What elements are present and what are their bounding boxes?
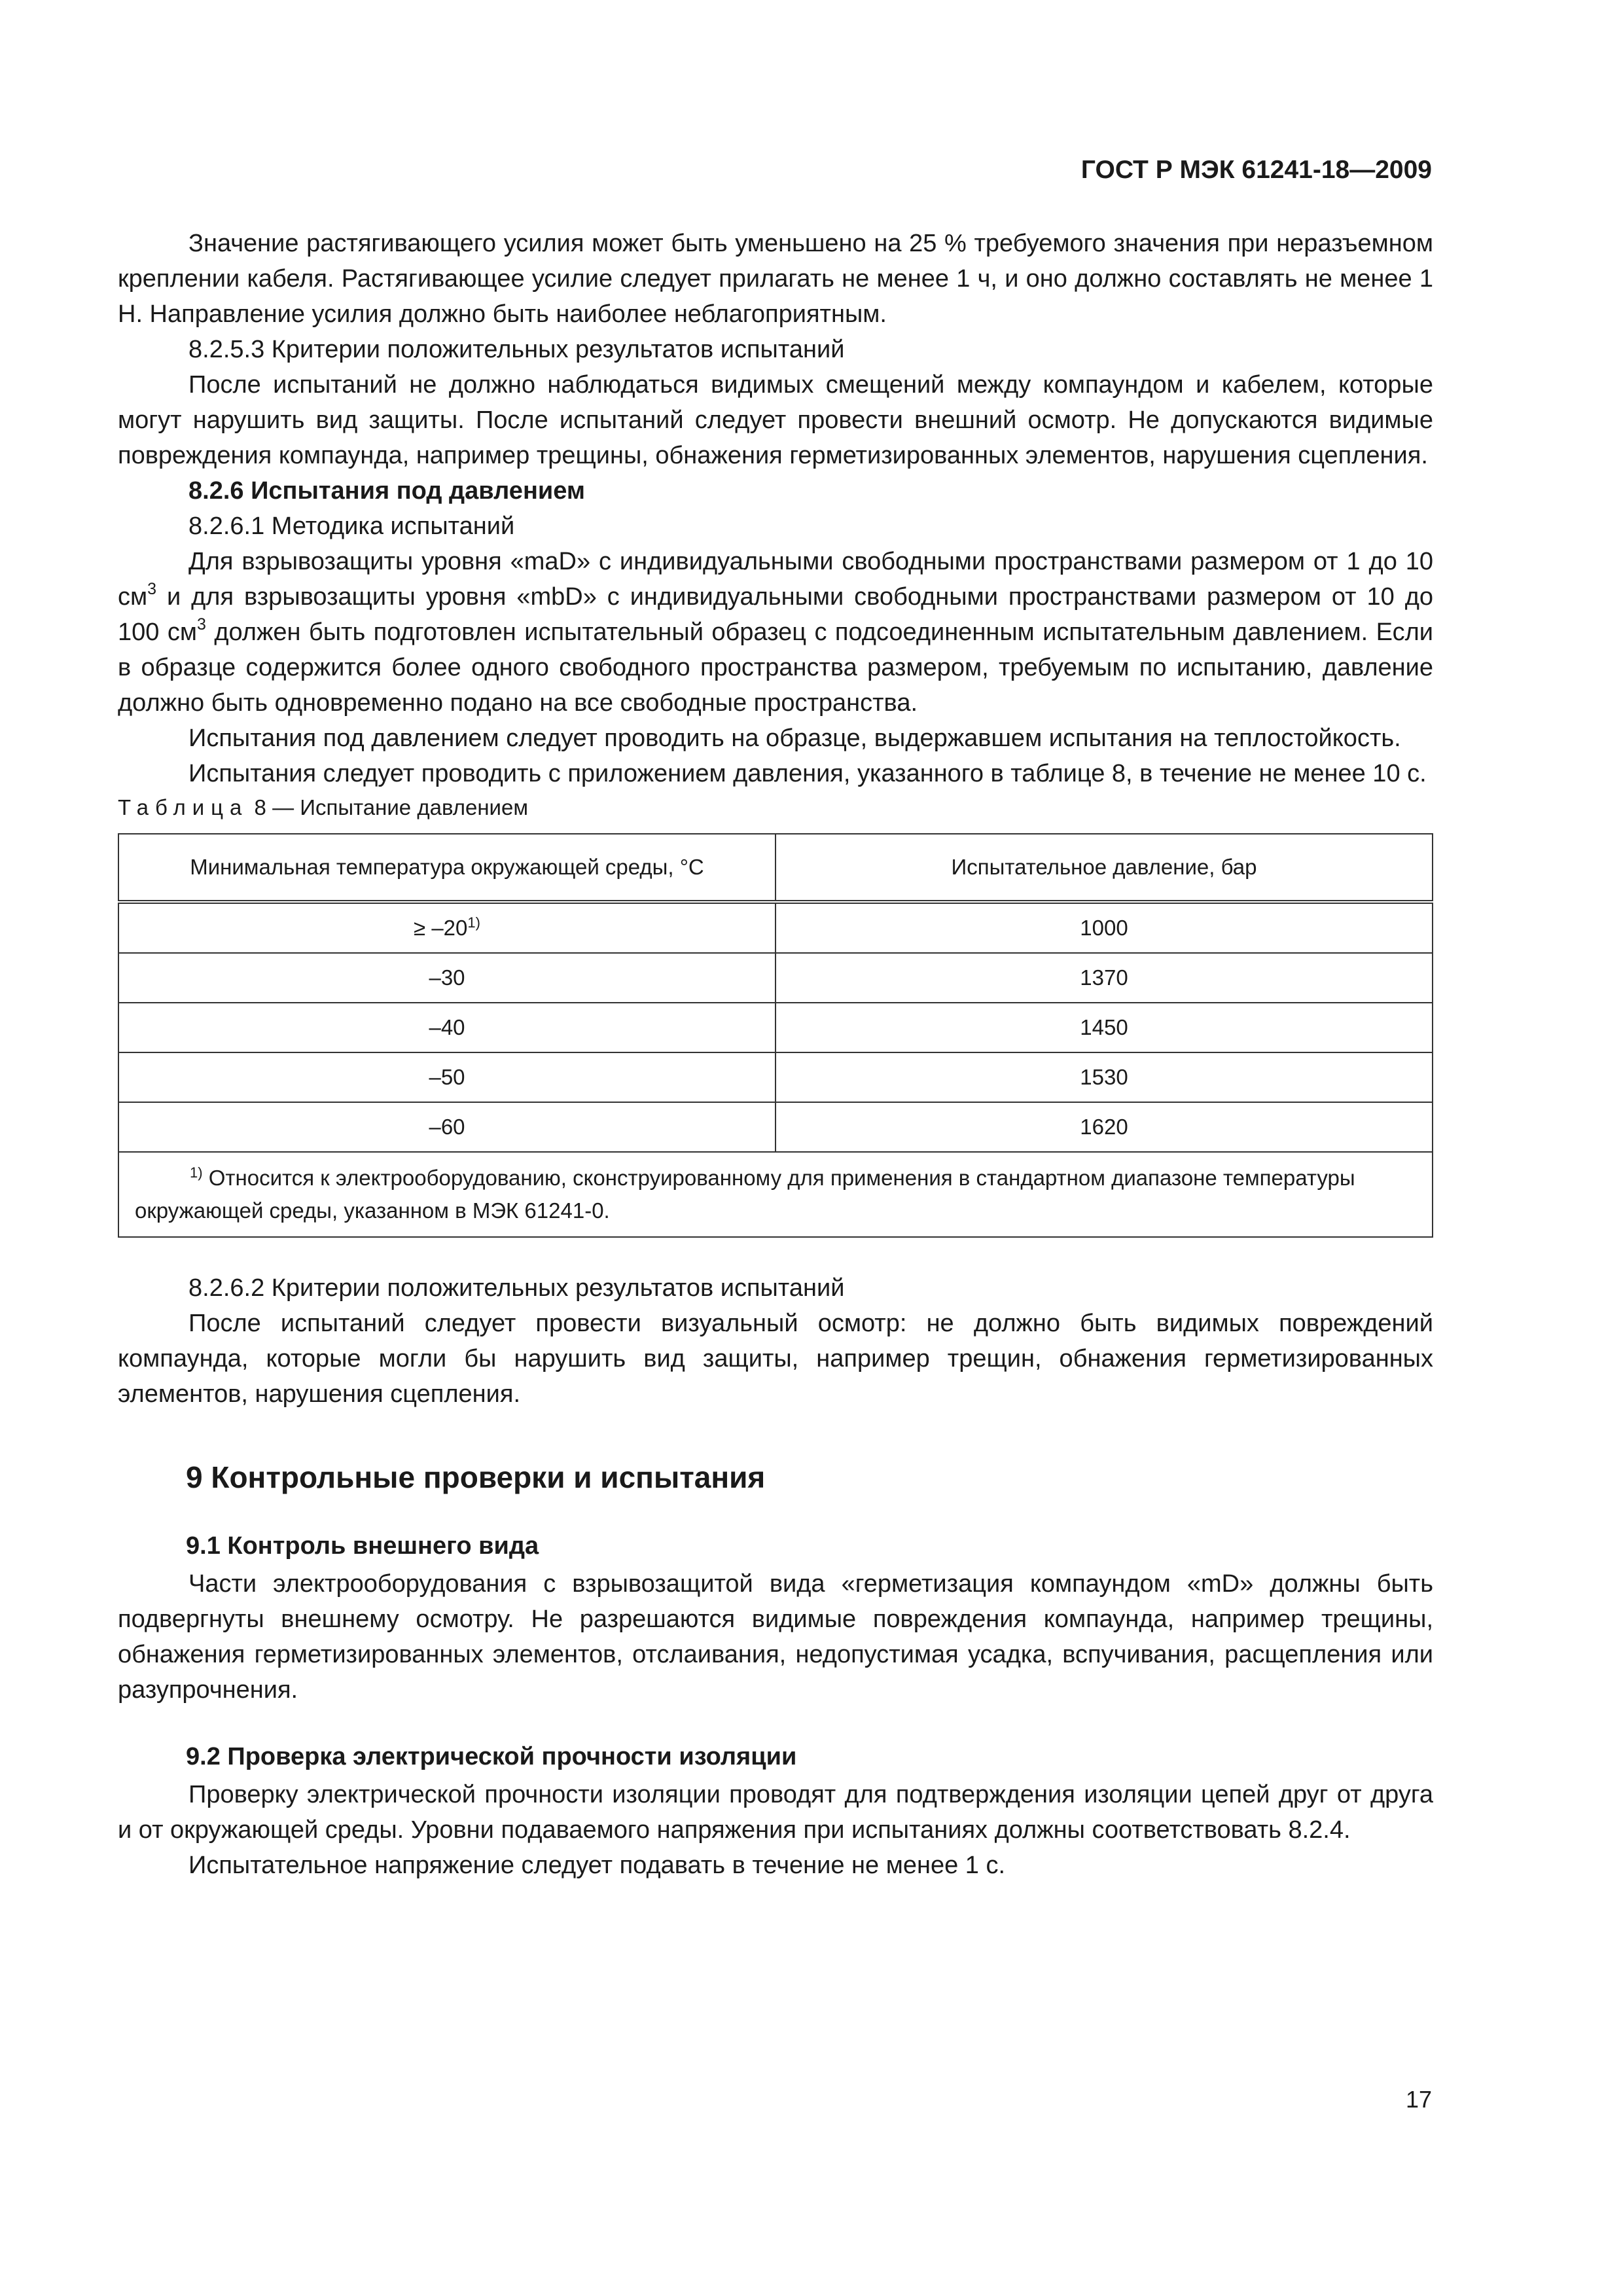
section-8-2-6-1-text: Для взрывозащиты уровня «maD» с индивидуальными свободными пространствами размером от 1 до 10 $см^3$ и для взрывозащиты уровня «mbD» с индивидуальными свободными пространствами размером от 10 до 100 $см^3$ должен быть подготовлен испытательный образец с подсоединенным испытательным давлением. Если в образце содержится более одного свободного пространства размером, требуемым по испытанию, давление должно быть одновременно подано на все свободные пространства. <box>118 548 1434 717</box>
section-9-2-title: 9.2 Проверка электрической прочности изоляции <box>186 1743 797 1770</box>
document-code-header: ГОСТ Р МЭК 61241-18—2009 <box>1080 156 1432 184</box>
table-header-temperature: Минимальная температура окружающей среды, °C <box>118 834 776 902</box>
superscript: 3 <box>147 580 157 598</box>
section-8-2-6-1-title: 8.2.6.1 Методика испытаний <box>188 512 515 540</box>
page-number: 17 <box>1405 2086 1432 2113</box>
table-header-pressure: Испытательное давление, бар <box>776 834 1433 902</box>
section-8-2-6-1-text-2: Испытания под давлением следует проводить на образце, выдержавшем испытания на теплостойкость. <box>188 725 1401 752</box>
table-cell: 1370 <box>776 953 1433 1003</box>
table-footnote: $^{1)}$ Относится к электрооборудованию, сконструированному для применения в стандартном диапазоне температуры окружающей среды, указанном в МЭК 61241-0. <box>118 1152 1433 1237</box>
table-cell: 1450 <box>776 1003 1433 1052</box>
section-9-1-title: 9.1 Контроль внешнего вида <box>186 1532 539 1560</box>
table-caption: Таблица 8 — Испытание давлением <box>118 795 529 819</box>
table-footnote-row <box>118 1152 1433 1237</box>
section-8-2-6-1-text-3: Испытания следует проводить с приложением давления, указанного в таблице 8, в течение не менее 10 с. <box>188 760 1427 787</box>
table-cell: 1530 <box>776 1052 1433 1102</box>
section-8-2-5-3-text: После испытаний не должно наблюдаться видимых смещений между компаундом и кабелем, которые могут нарушить вид защиты. После испытаний следует провести внешний осмотр. Не допускаются видимые повреждения компаунда, например трещины, обнажения герметизированных элементов, нарушения сцепления. <box>118 371 1433 469</box>
superscript: 3 <box>196 615 206 634</box>
table-row <box>118 953 1433 1003</box>
table-cell: 1000 <box>776 902 1433 953</box>
table-row <box>118 902 1433 953</box>
table-cell: –50 <box>118 1052 776 1102</box>
section-8-2-6-title: 8.2.6 Испытания под давлением <box>188 477 585 505</box>
table-cell: –40 <box>118 1003 776 1052</box>
page-content <box>118 226 1433 1883</box>
paragraph-tensile-force: Значение растягивающего усилия может быть уменьшено на 25 % требуемого значения при неразъемном креплении кабеля. Растягивающее усилие следует прилагать не менее 1 ч, и оно должно составлять не менее 1 Н. Направление усилия должно быть наиболее неблагоприятным. <box>118 230 1433 328</box>
section-9-2-text: Проверку электрической прочности изоляции проводят для подтверждения изоляции цепей друг от друга и от окружающей среды. Уровни подаваемого напряжения при испытаниях должны соответствовать 8.2.4. <box>118 1781 1433 1844</box>
table-cell: –60 <box>118 1102 776 1152</box>
table-cell: ≥ $-20^{1)}$ <box>118 902 776 953</box>
section-8-2-5-3-title: 8.2.5.3 Критерии положительных результатов испытаний <box>188 336 845 363</box>
section-8-2-6-2 <box>118 1270 1433 1412</box>
section-9-title: 9 Контрольные проверки и испытания <box>186 1460 766 1494</box>
table-cell: 1620 <box>776 1102 1433 1152</box>
pressure-test-table <box>118 833 1433 1238</box>
table-row <box>118 1102 1433 1152</box>
section-9-2-text-2: Испытательное напряжение следует подавать в течение не менее 1 с. <box>188 1852 1006 1879</box>
section-8-2-6-2-title: 8.2.6.2 Критерии положительных результатов испытаний <box>188 1274 845 1302</box>
section-9-1-text: Части электрооборудования с взрывозащитой вида «герметизация компаундом «mD» должны быть подвергнуты внешнему осмотру. Не разрешаются видимые повреждения компаунда, например трещины, обнажения герметизированных элементов, отслаивания, недопустимая усадка, вспучивания, расщепления или разупрочнения. <box>118 1570 1433 1704</box>
section-8-2-6-2-text: После испытаний следует провести визуальный осмотр: не должно быть видимых повреждений компаунда, которые могли бы нарушить вид защиты, например трещин, обнажения герметизированных элементов, нарушения сцепления. <box>118 1310 1433 1408</box>
table-cell: –30 <box>118 953 776 1003</box>
table-header-row <box>118 834 1433 902</box>
table-row <box>118 1052 1433 1102</box>
table-row <box>118 1003 1433 1052</box>
